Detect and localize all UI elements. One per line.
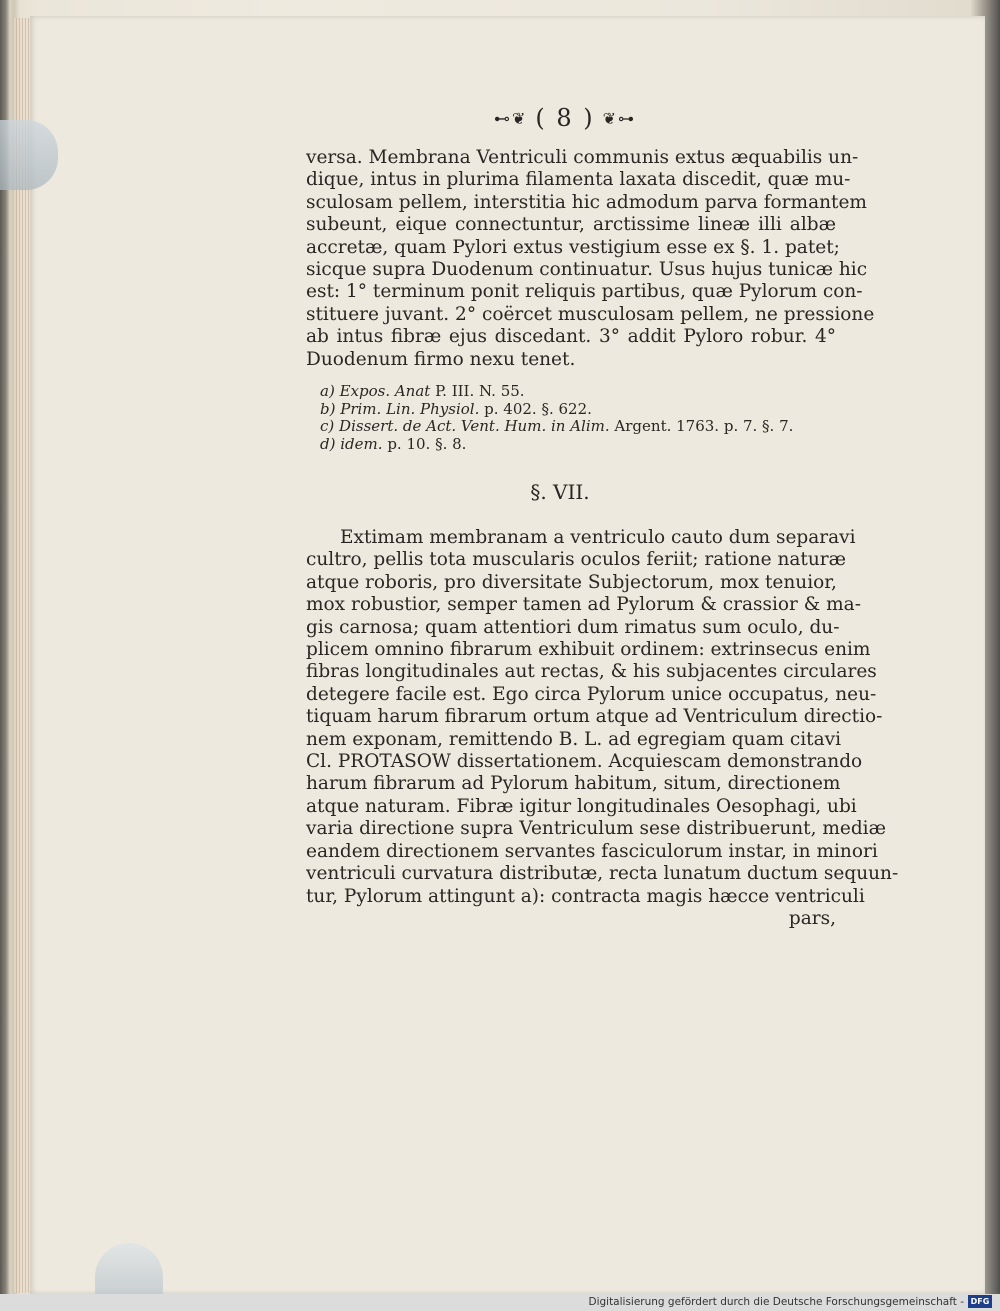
text-line: atque naturam. Fibræ igitur longitudinales Oesophagi, ubi [306, 795, 857, 817]
text-line: eandem directionem servantes fasciculorum instar, in minori [306, 840, 878, 862]
text-line: sicque supra Duodenum continuatur. Usus hujus tunicæ hic [306, 259, 868, 281]
text-line: est: 1° terminum ponit reliquis partibus, quæ Pylorum con- [306, 281, 863, 303]
footnote-mark: a) [320, 382, 335, 400]
text-line: ventriculi curvatura distributæ, recta lunatum ductum sequun- [306, 863, 899, 885]
footnote [320, 418, 820, 436]
footnote-ref: p. 10. §. 8. [387, 434, 467, 453]
text-line: ab intus fibræ ejus discedant. 3° addit Pyloro robur. 4° [306, 326, 836, 348]
footnote-mark: c) [320, 417, 335, 435]
page-clip-top [0, 120, 58, 190]
text-line: sculosam pellem, interstitia hic admodum parva formantem [306, 191, 867, 213]
footnote-source: Dissert. de Act. Vent. Hum. in Alim. [339, 417, 610, 435]
text-line: Duodenum firmo nexu tenet. [306, 348, 576, 370]
text-line: subeunt, eique connectuntur, arctissime lineæ illi albæ [306, 214, 836, 236]
footnotes [320, 383, 820, 453]
text-line: fibras longitudinales aut rectas, & his subjacentes circulares [306, 661, 877, 683]
text-line: varia directione supra Ventriculum sese distribuerunt, mediæ [306, 818, 886, 840]
footnote-ref: P. III. N. 55. [435, 382, 525, 400]
paragraph-top [306, 147, 875, 371]
footer-credit: Digitalisierung gefördert durch die Deutsche Forschungsgemeinschaft - [588, 1296, 964, 1308]
footnote [320, 436, 820, 454]
footnote-source: Prim. Lin. Physiol. [340, 399, 480, 418]
text-line: accretæ, quam Pylori extus vestigium esse ex §. 1. patet; [306, 236, 840, 258]
text-line: Cl. PROTASOW dissertationem. Acquiescam demonstrando [306, 751, 863, 773]
footnote-ref: Argent. 1763. p. 7. §. 7. [614, 417, 794, 435]
text-line: atque roboris, pro diversitate Subjectorum, mox tenuior, [306, 571, 837, 593]
footnote [320, 401, 820, 419]
text-line: nem exponam, remittendo B. L. ad egregiam quam citavi [306, 728, 842, 750]
ornament-right-icon: ❦⊶ [602, 108, 637, 128]
footnote-source: idem. [340, 434, 383, 453]
text-line: versa. Membrana Ventriculi communis extus æquabilis un- [306, 147, 859, 168]
footnote-mark: b) [320, 399, 336, 418]
dfg-logo: DFG [968, 1295, 992, 1308]
text-line: dique, intus in plurima filamenta laxata discedit, quæ mu- [306, 169, 851, 191]
text-line: stituere juvant. 2° coërcet musculosam pellem, ne pressione [306, 303, 875, 325]
section-heading: §. VII. [530, 480, 590, 504]
text-line: harum fibrarum ad Pylorum habitum, situm, directionem [306, 773, 841, 795]
catchword: pars, [788, 907, 836, 929]
footnote-mark: d) [320, 434, 336, 453]
page-number: ( 8 ) [535, 104, 595, 132]
text-line: Extimam membranam a ventriculo cauto dum separavi [340, 527, 856, 548]
text-line: gis carnosa; quam attentiori dum rimatus sum oculo, du- [306, 616, 840, 638]
text-line: tiquam harum fibrarum ortum atque ad Ventriculum directio- [306, 706, 883, 728]
text-line: cultro, pellis tota muscularis oculos feriit; ratione naturæ [306, 549, 847, 571]
paragraph-main [306, 527, 899, 930]
footnote-ref: p. 402. §. 622. [484, 399, 592, 418]
text-line: tur, Pylorum attingunt a): contracta magis hæcce ventriculi [306, 885, 865, 907]
text-line: mox robustior, semper tamen ad Pylorum & crassior & ma- [306, 594, 861, 616]
ornament-left-icon: ⊷❦ [493, 108, 528, 128]
footnote-source: Expos. Anat [339, 382, 431, 400]
text-line: detegere facile est. Ego circa Pylorum unice occupatus, neu- [306, 683, 877, 705]
text-line: plicem omnino fibrarum exhibuit ordinem: extrinsecus enim [306, 639, 871, 661]
footnote [320, 383, 820, 401]
page-header [480, 100, 650, 136]
